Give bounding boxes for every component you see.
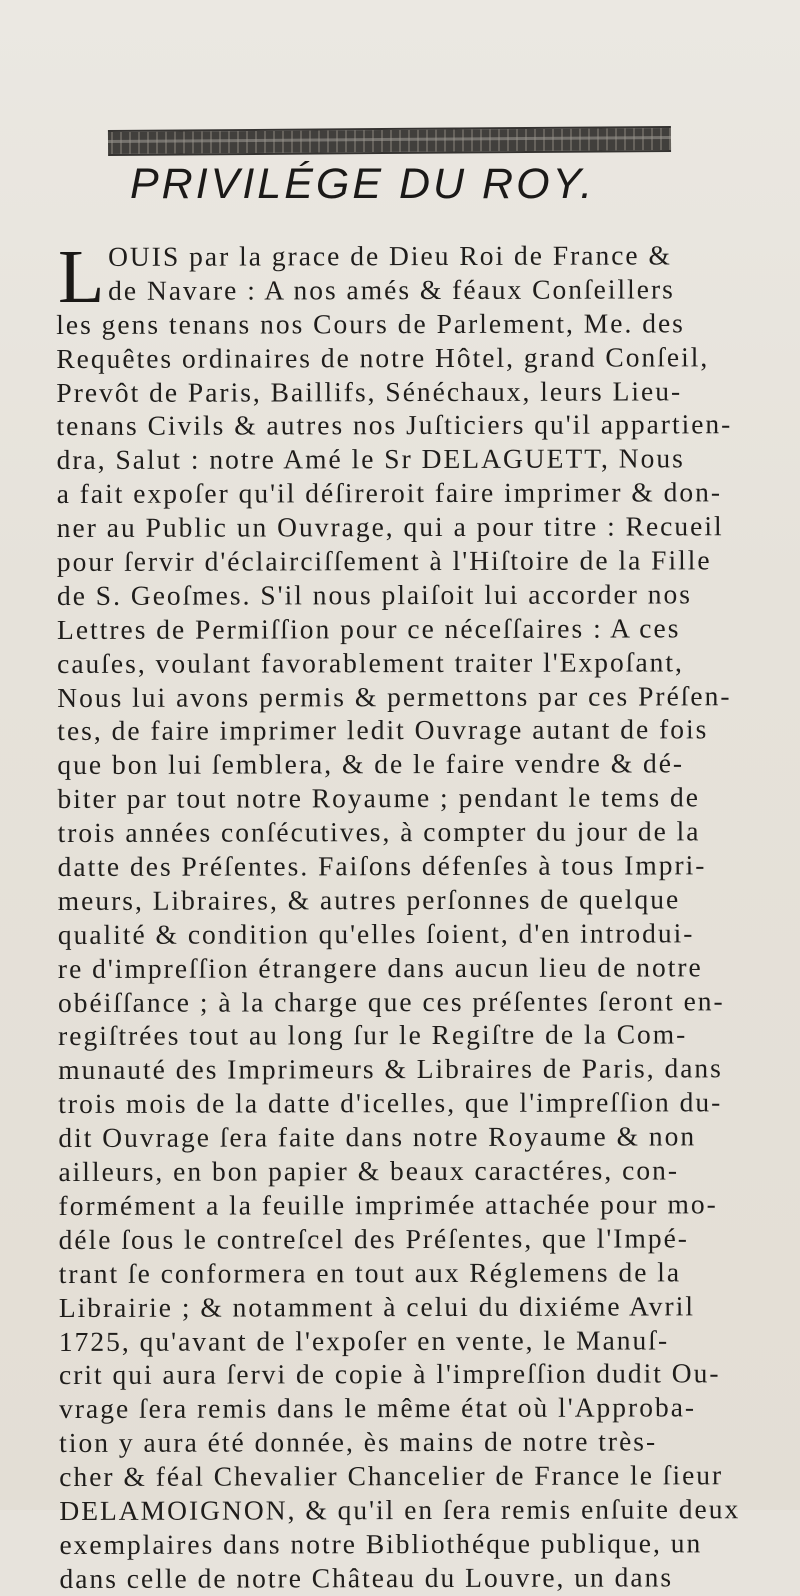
text-line: pour ſervir d'éclairciſſement à l'Hiſtoire de la Fille: [56, 544, 712, 578]
text-line: trois mois de la datte d'icelles, que l'impreſſion du-: [58, 1086, 723, 1120]
drop-cap-letter: L: [58, 235, 105, 319]
text-line: Lettres de Permiſſion pour ce néceſſaires : A ces: [56, 612, 681, 645]
text-line: Librairie ; & notamment à celui du dixiéme Avril: [58, 1289, 696, 1323]
page-title: PRIVILÉGE DU ROY.: [130, 160, 596, 208]
text-line: trant ſe conformera en tout aux Réglemens de la: [58, 1256, 682, 1289]
decorative-header-band: [108, 126, 671, 156]
text-line: 1725, qu'avant de l'expoſer en vente, le Manuſ-: [58, 1323, 670, 1357]
text-line: tion y aura été donnée, ès mains de notre très-: [59, 1425, 658, 1459]
text-line: cauſes, voulant favorablement traiter l'Expoſant,: [57, 646, 684, 679]
privilege-text-body: [56, 235, 750, 1595]
text-line: obéiſſance ; à la charge que ces préſentes ſeront en-: [57, 984, 725, 1018]
text-line: trois années conſécutives, à compter du jour de la: [57, 815, 701, 849]
text-line: les gens tenans nos Cours de Parlement, Me. des: [56, 307, 685, 340]
text-line: munauté des Imprimeurs & Libraires de Paris, dans: [58, 1052, 723, 1086]
text-line: regiſtrées tout au long ſur le Regiſtre de la Com-: [58, 1018, 688, 1052]
text-line: qualité & condition qu'elles ſoient, d'en introdui-: [57, 917, 695, 950]
text-line: de S. Geoſmes. S'il nous plaiſoit lui accorder nos: [56, 578, 692, 611]
text-line: dit Ouvrage ſera faite dans notre Royaume & non: [58, 1120, 697, 1154]
text-line: tenans Civils & autres nos Juſticiers qu'il appartien-: [56, 408, 733, 442]
text-line: meurs, Libraires, & autres perſonnes de quelque: [57, 883, 681, 916]
text-line: re d'impreſſion étrangere dans aucun lieu de notre: [57, 951, 703, 984]
text-line: exemplaires dans notre Bibliothéque publique, un: [59, 1527, 703, 1560]
text-line: datte des Préſentes. Faiſons défenſes à tous Impri-: [57, 849, 707, 883]
text-line: Nous lui avons permis & permettons par ces Préſen-: [57, 679, 732, 713]
text-line: OUIS par la grace de Dieu Roi de France &: [108, 239, 672, 272]
text-line: dans celle de notre Château du Louvre, un dans: [59, 1561, 674, 1594]
text-line: que bon lui ſemblera, & de le faire vendre & dé-: [57, 747, 685, 781]
text-line: de Navare : A nos amés & féaux Conſeillers: [108, 273, 675, 306]
text-line: DELAMOIGNON, & qu'il en ſera remis enſuite deux: [59, 1493, 741, 1526]
text-line: biter par tout notre Royaume ; pendant le tems de: [57, 781, 701, 815]
text-line: tes, de faire imprimer ledit Ouvrage autant de fois: [57, 713, 709, 747]
text-line: cher & féal Chevalier Chancelier de France le ſieur: [59, 1459, 724, 1493]
text-line: crit qui aura ſervi de copie à l'impreſſion dudit Ou-: [58, 1357, 721, 1391]
text-line: ner au Public un Ouvrage, qui a pour titre : Recueil: [56, 510, 724, 544]
text-line: formément a la feuille imprimée attachée pour mo-: [58, 1188, 718, 1221]
text-line: a fait expoſer qu'il déſireroit faire imprimer & don-: [56, 476, 723, 510]
text-line: déle ſous le contreſcel des Préſentes, que l'Impé-: [58, 1222, 689, 1255]
text-line: Prevôt de Paris, Baillifs, Sénéchaux, leurs Lieu-: [56, 374, 683, 408]
text-line: Requêtes ordinaires de notre Hôtel, grand Conſeil,: [56, 340, 710, 374]
text-line: ailleurs, en bon papier & beaux caractéres, con-: [58, 1154, 680, 1188]
text-line: vrage ſera remis dans le même état où l'Approba-: [59, 1391, 697, 1425]
text-line: dra, Salut : notre Amé le Sr DELAGUETT, Nous: [56, 442, 685, 476]
